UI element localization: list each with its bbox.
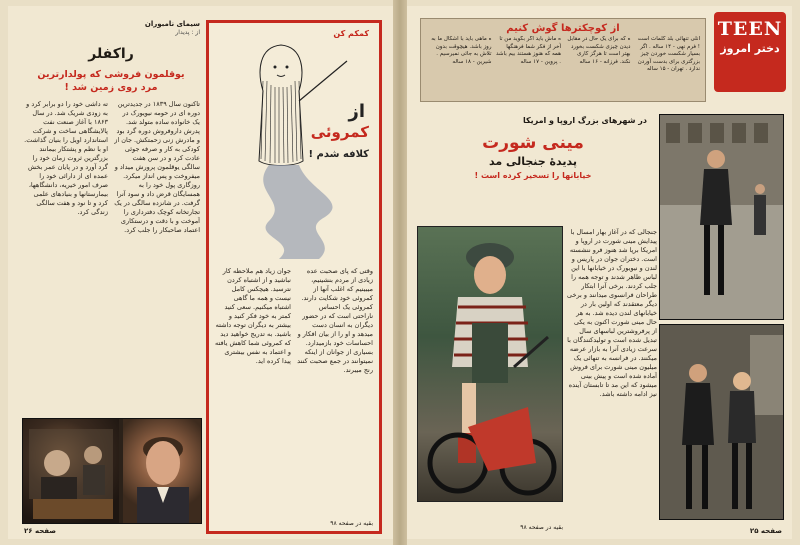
dokhtar-emrooz-logo: دختر امروز bbox=[720, 42, 780, 55]
listen-to-kids-box bbox=[420, 18, 706, 102]
shyness-title-line1: از bbox=[348, 101, 365, 122]
shyness-kicker: کمکم کن bbox=[333, 29, 369, 38]
moped-girl-photo bbox=[417, 226, 563, 502]
shyness-title-line3: کلافه شدم ! bbox=[308, 149, 369, 160]
shyness-body bbox=[209, 263, 379, 471]
teen-logo-box bbox=[714, 12, 786, 92]
profile-photo-strip bbox=[22, 418, 202, 524]
women-in-shorts-icon bbox=[660, 325, 784, 520]
street-photo-bottom bbox=[659, 324, 784, 520]
shyness-body-right: وقتی که پای صحبت عده زیادی از مردم بنشینیم، میبینیم که اغلب آنها از کمروئی خود شکایت دارند. کمروئی یک احساس ناراحتی است که در حضور دیگران به انسان دست میدهد و او را از بیان افکار و احساسات خود بازمیدارد. بسیاری از جوانان از اینکه نمیتوانند در جمع صحبت کنند رنج میبرند. bbox=[297, 267, 373, 374]
shyness-continued: بقیه در صفحه ۹۸ bbox=[330, 520, 373, 527]
spread-gutter bbox=[393, 0, 407, 545]
listen-col-4: ه ماهی باید با اشکال ما به روز باشد. هیچوقت بدون تلاش به جائی نمیرسیم . شیرین - ۱۸ ساله bbox=[431, 36, 492, 65]
profile-body bbox=[22, 100, 200, 400]
listen-col-3: ه ماش باید اگر بگوید من تا آخر از فکر شما فرهنگها همه که هنوز هستند بیم باشد . پروین - ۱۷ ساله bbox=[496, 36, 561, 65]
listen-box-columns bbox=[421, 36, 705, 98]
young-man-portrait-icon bbox=[123, 419, 201, 523]
shyness-title-line2: کمروئی bbox=[310, 123, 369, 141]
teen-masthead bbox=[415, 12, 786, 110]
street-photo-top bbox=[659, 114, 784, 320]
profile-photo-young-man bbox=[123, 419, 201, 523]
right-page bbox=[407, 6, 792, 539]
miniskirt-headline-block bbox=[415, 116, 651, 224]
shyness-body-left: جوان زیاد هم ملاحظه کار نباشید و از اشتباه کردن نترسید. هیچکس کامل نیست و همه ما گاهی اشتباه میکنیم. سعی کنید کمتر به خود فکر کنید و بیشتر به دیگران توجه داشته باشید. به تدریج خواهید دید که کمروئی شما کاهش یافته و اعتماد به نفس بیشتری پیدا کرده اید. bbox=[215, 267, 291, 365]
girl-on-moped-icon bbox=[418, 227, 563, 502]
miniskirt-body bbox=[567, 228, 657, 518]
miniskirt-subtitle: پدیدهٔ جنجالی مد bbox=[488, 155, 578, 168]
listen-col-2: ه که برای یک حال در مقابل دیدن چیزی شکست بخورد بهتر است تا هرگز کاری نکند. فرزانه - ۱۶ ساله bbox=[567, 36, 631, 65]
miniskirt-continued: بقیه در صفحه ۹۸ bbox=[520, 524, 563, 531]
shyness-illustration-area bbox=[209, 23, 379, 263]
profile-body-right: تاکنون سال ۱۸۳۹ در جدیدترین دوره ای در حومه نیویورک در یک خانواده ساده متولد شد. پدرش داروفروش دوره گرد بود و مادرش زنی زحمتکش. جان از کودکی به کار و صرفه جوئی عادت کرد و در سن هفت سالگی یوقلمون پرورش میداد و میفروخت و پس انداز میکرد. روزگاری پول خود را به همسایگان قرض داد و سود آنرا گرفت. در شانزده سالگی در یک تجارتخانه کوچک دفترداری را آموخت و با دقت و درستکاری اعتماد صاحبکار را جلب کرد. bbox=[114, 100, 200, 234]
left-page bbox=[8, 6, 393, 539]
old-man-figure-icon bbox=[23, 419, 119, 523]
page-number-left: صفحه ۲۶ bbox=[24, 527, 57, 535]
miniskirt-main-title: مینی شورت bbox=[482, 133, 584, 153]
profile-column bbox=[22, 20, 200, 418]
profile-photo-old-man bbox=[23, 419, 119, 523]
column-header: سیمای نامبوران bbox=[144, 20, 200, 28]
page-number-right: صفحه ۲۵ bbox=[749, 527, 782, 535]
listen-col-1: آنلی تنهائی بلد کلمات است ! فرم نهی - ۱۴ ساله . اگر بسیار شکست خوردن چیز بزرگتری برای بدست آوردن ندارد . تهران - ۱۵ ساله bbox=[637, 36, 700, 72]
profile-headline: یوقلمون فروشی که پولدارترین مرد روی زمین شد ! bbox=[37, 69, 185, 93]
shyness-article bbox=[206, 20, 382, 534]
street-women-walking-icon bbox=[660, 115, 784, 320]
miniskirt-body-text: جنجالی که در آغاز بهار امسال با پیدایش مینی شورت در اروپا و امریکا برپا شد هنوز فرو ننشسته است. دختران جوان در پاریس و لندن و نیویورک در خیابانها با این لباس ظاهر شدند و توجه همه را جلب کردند. برخی آنرا ابتکار طراحان فرانسوی میدانند و برخی دیگر معتقدند که اولین بار در خیابانهای لندن دیده شد. به هر حال مینی شورت اکنون به یکی از پرفروشترین لباسهای سال تبدیل شده است و تولیدکنندگان با سرعت زیادی آنرا به بازار عرضه میکنند. در فرانسه به تنهائی یک میلیون مینی شورت برای فروش آماده شده است و پیش بینی میشود که این مد تا تابستان آینده نیز ادامه داشته باشد. bbox=[567, 228, 657, 398]
column-subheader: از : پدیدار bbox=[175, 29, 200, 36]
teen-logo-text: TEEN bbox=[717, 18, 783, 40]
miniskirt-deck: خیابانها را تسخیر کرده است ! bbox=[474, 171, 592, 180]
profile-body-left: ته داشی خود را دو برابر کرد و به زودی شریک شد. در سال ۱۸۶۳ با آغاز صنعت نفت پالایشگاهی ساخت و شرکت استاندارد اویل را بنیان گذاشت. او با نظم و پشتکار بیمانند بزرگترین ثروت زمان خود را گرد آورد و در پایان عمر بخش عمده ای از دارائی خود را صرف امور خیریه، دانشگاهها، بیمارستانها و بنیادهای علمی کرد و تا نود و هفت سالگی زندگی کرد. bbox=[24, 100, 108, 216]
listen-box-title: از کوچکترها گوش کنیم bbox=[506, 23, 620, 34]
miniskirt-kicker: در شهرهای بزرگ اروپا و امریکا bbox=[522, 116, 647, 125]
profile-name-title: راکفلر bbox=[88, 46, 134, 62]
